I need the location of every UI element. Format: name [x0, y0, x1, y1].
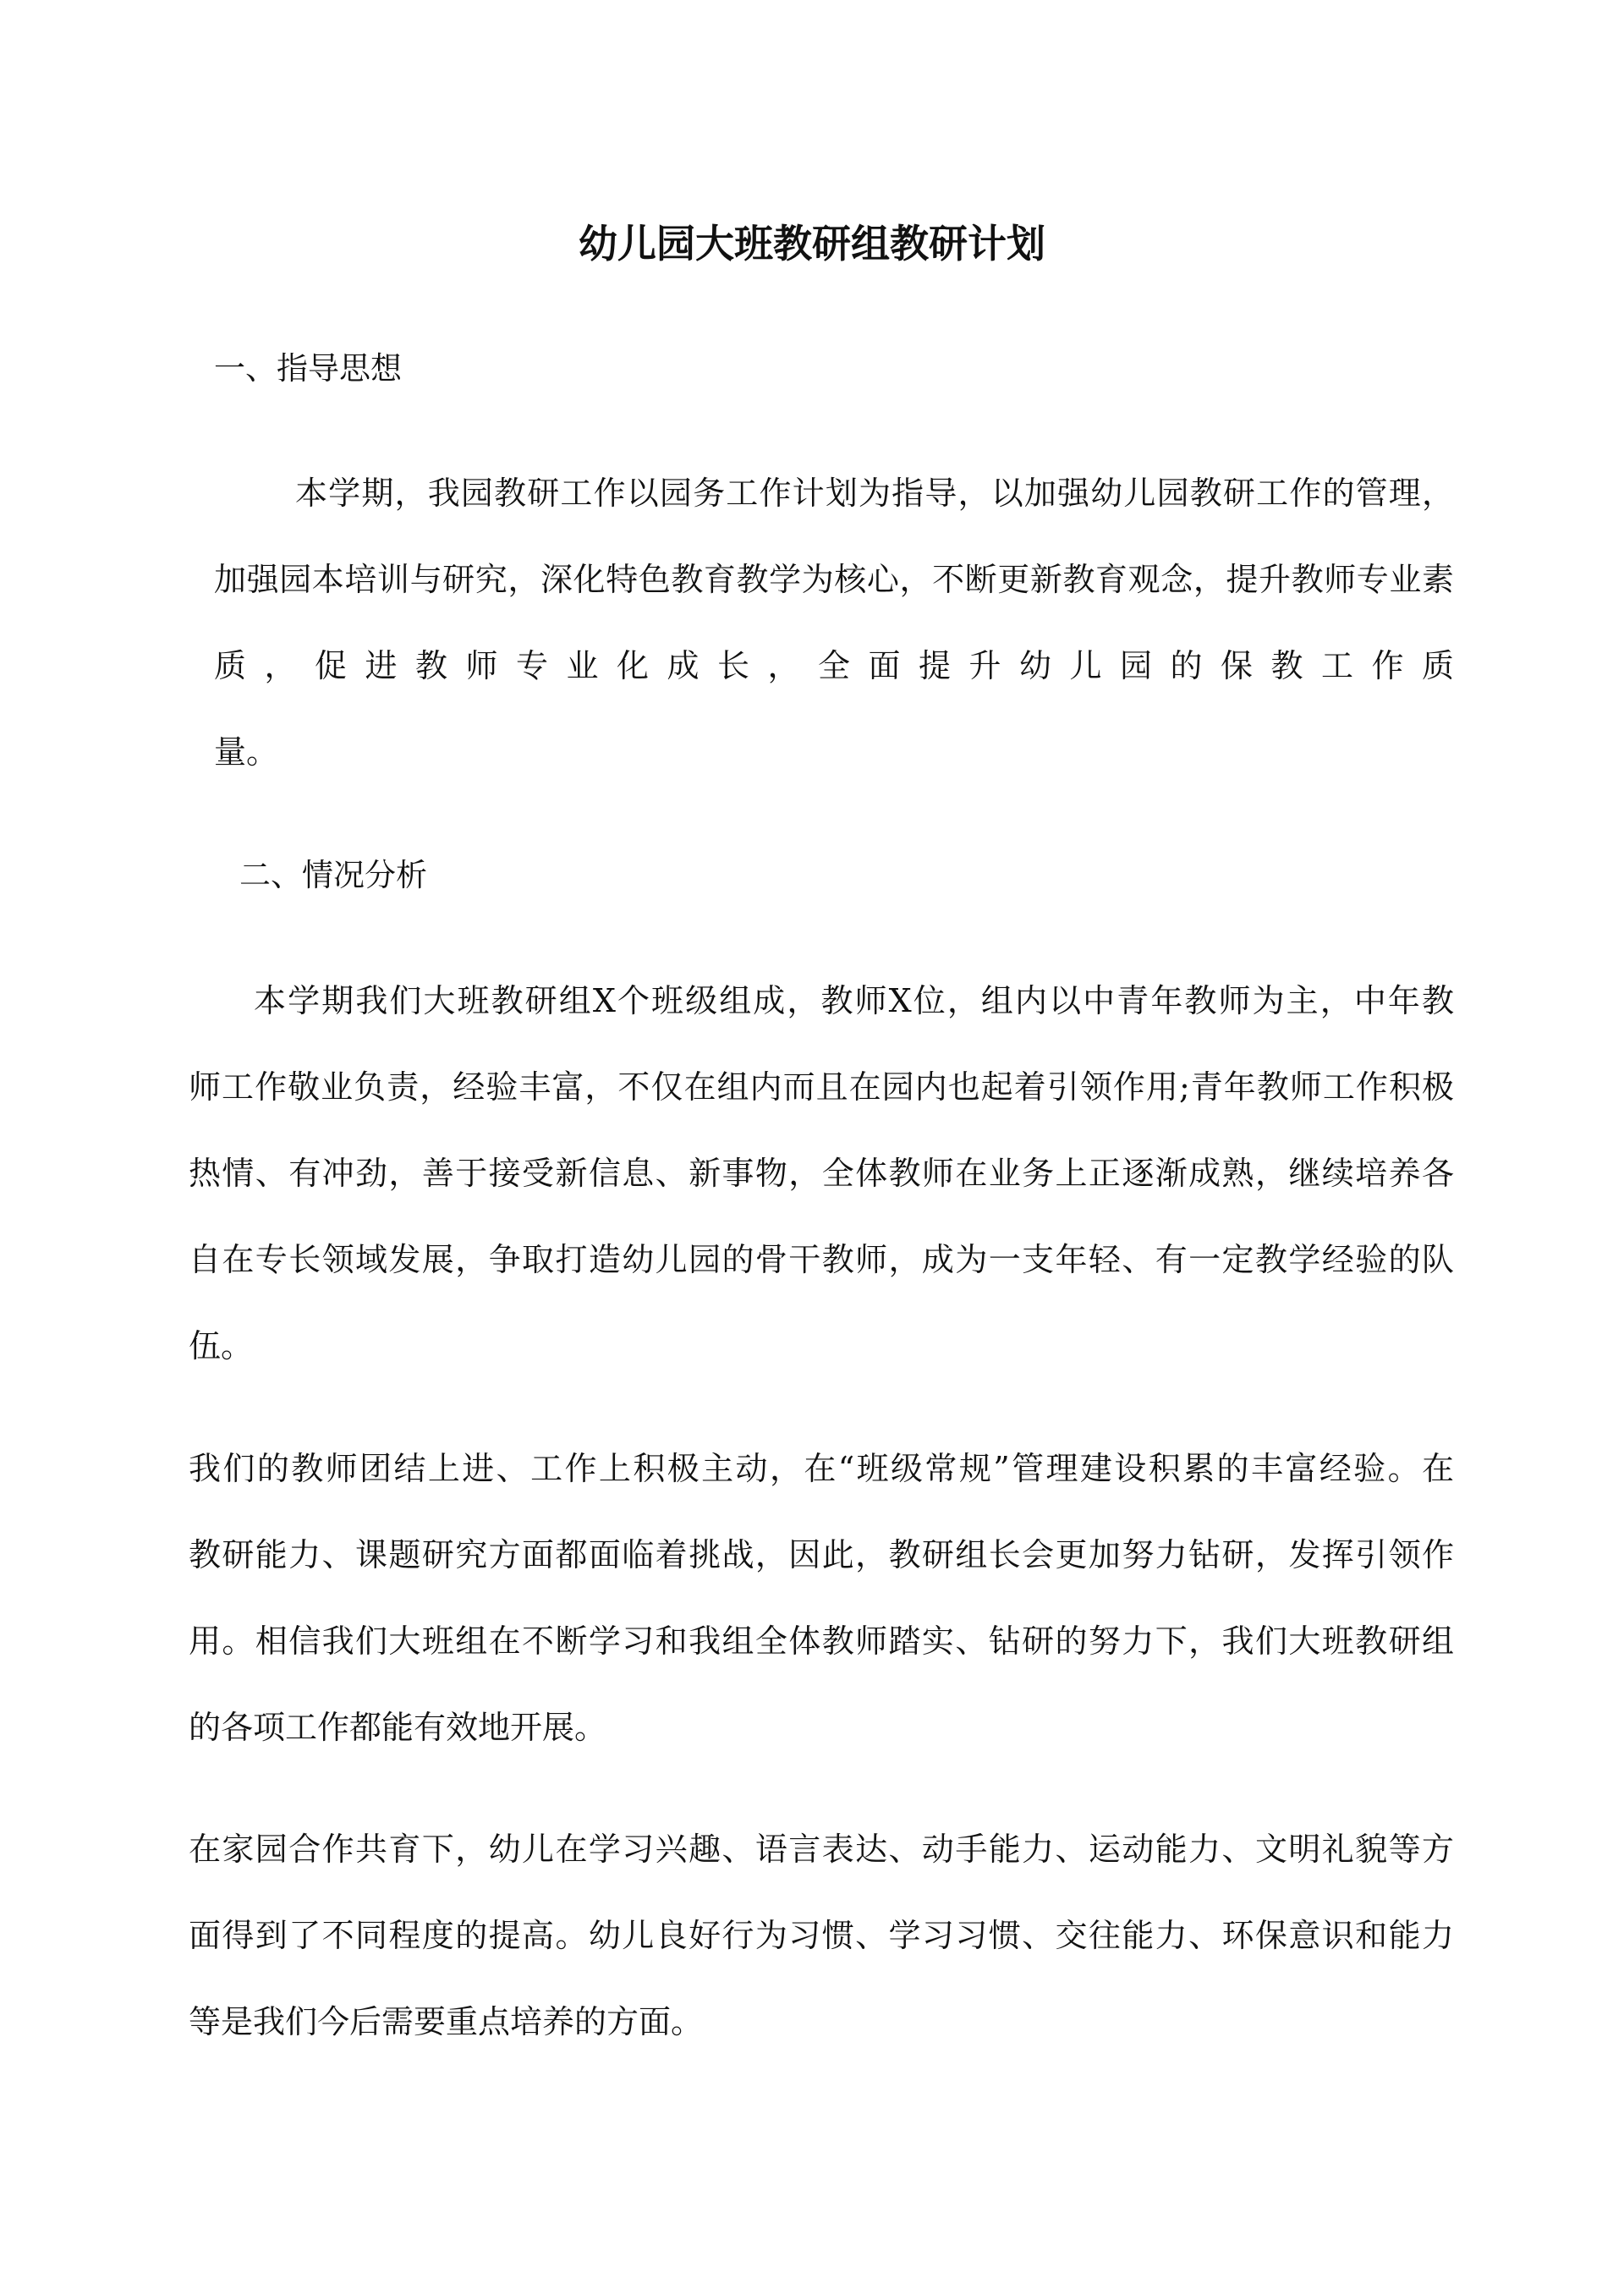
paragraph-line: 在家园合作共育下，幼儿在学习兴趣、语言表达、动手能力、运动能力、文明礼貌等方	[189, 1831, 1454, 1868]
paragraph-line: 量。	[214, 733, 279, 771]
paragraph-line: 伍。	[189, 1327, 254, 1364]
paragraph-line: 教研能力、课题研究方面都面临着挑战，因此，教研组长会更加努力钻研，发挥引领作	[189, 1536, 1454, 1573]
section-heading-situation-analysis: 二、情况分析	[239, 857, 427, 893]
paragraph-line: 用。相信我们大班组在不断学习和我组全体教师踏实、钻研的努力下，我们大班教研组	[189, 1622, 1454, 1660]
paragraph-line: 师工作敬业负责，经验丰富，不仅在组内而且在园内也起着引领作用;青年教师工作积极	[189, 1068, 1454, 1106]
paragraph-line: 质，促进教师专业化成长，全面提升幼儿园的保教工作质	[214, 647, 1454, 684]
paragraph-line: 本学期，我园教研工作以园务工作计划为指导，以加强幼儿园教研工作的管理，	[295, 475, 1454, 512]
paragraph-team-overview	[189, 958, 1454, 1389]
paragraph-line: 等是我们今后需要重点培养的方面。	[189, 2003, 704, 2040]
paragraph-line: 自在专长领域发展，争取打造幼儿园的骨干教师，成为一支年轻、有一定教学经验的队	[189, 1241, 1454, 1278]
paragraph-child-development	[189, 1806, 1454, 2065]
document-title: 幼儿园大班教研组教研计划	[579, 221, 1045, 266]
paragraph-teacher-strengths	[189, 1425, 1454, 1771]
paragraph-guiding-ideology	[214, 450, 1454, 795]
section-heading-guiding-ideology: 一、指导思想	[214, 350, 402, 387]
paragraph-line: 我们的教师团结上进、工作上积极主动，在“班级常规”管理建设积累的丰富经验。在	[189, 1450, 1454, 1487]
paragraph-line: 本学期我们大班教研组X个班级组成，教师X位，组内以中青年教师为主，中年教	[254, 982, 1454, 1019]
paragraph-line: 的各项工作都能有效地开展。	[189, 1709, 607, 1746]
paragraph-line: 加强园本培训与研究，深化特色教育教学为核心，不断更新教育观念，提升教师专业素	[214, 561, 1454, 598]
paragraph-line: 面得到了不同程度的提高。幼儿良好行为习惯、学习习惯、交往能力、环保意识和能力	[189, 1917, 1454, 1954]
paragraph-line: 热情、有冲劲，善于接受新信息、新事物，全体教师在业务上正逐渐成熟，继续培养各	[189, 1155, 1454, 1192]
